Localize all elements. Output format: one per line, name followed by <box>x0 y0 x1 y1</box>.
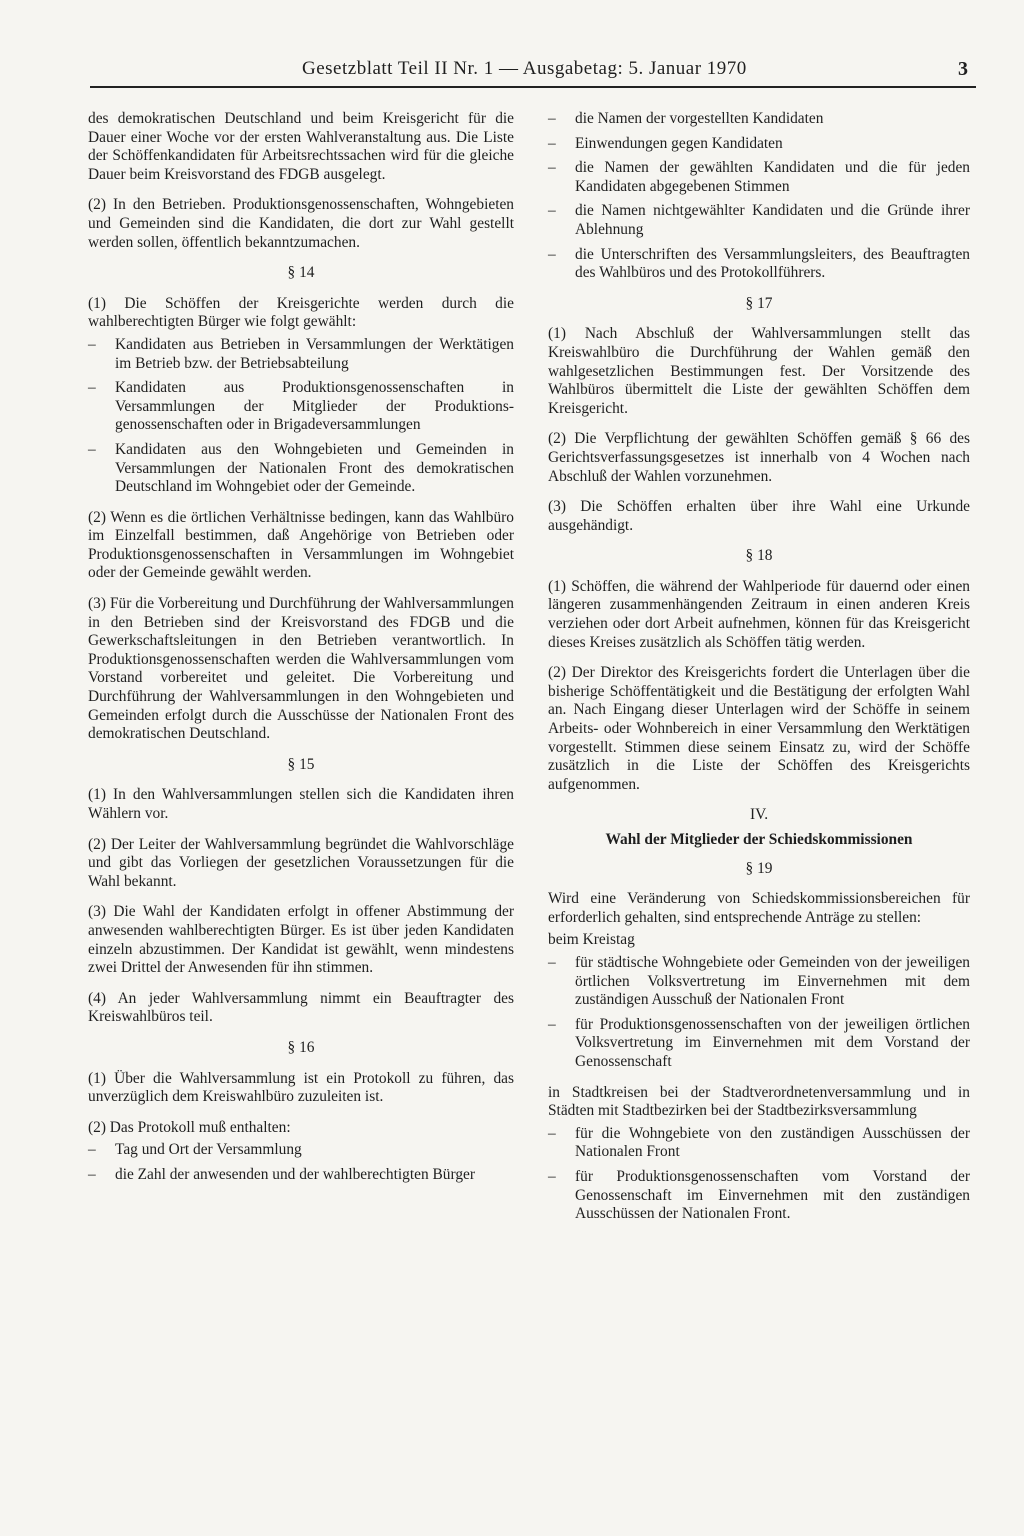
gazette-title: Gesetzblatt Teil II Nr. 1 — Ausgabetag: 5. Januar 1970 <box>302 58 747 79</box>
page-header <box>90 54 976 88</box>
section-heading-16: § 16 <box>287 1038 315 1056</box>
paragraph: in Stadtkreisen bei der Stadtverordnetenversammlung und in Städten mit Stadtbezirken bei der Stadtbezirksversammlung <box>548 1083 970 1120</box>
paragraph: (2) In den Betrieben. Produktionsgenossenschaften, Wohngebieten und Gemeinden sind die Kandidaten, die dort zur Wahl gestellt werden sollen, öffentlich bekanntzumachen. <box>88 196 514 251</box>
list-item: – die Zahl der anwesenden und der wahlberechtigten Bürger <box>88 1166 514 1185</box>
paragraph: des demokratischen Deutschland und beim Kreisgericht für die Dauer einer Woche vor der ersten Wahlveranstaltung aus. Die Liste der Schöffenkandidaten für Arbeitsrechtssachen wird für die gleiche Dauer beim Kreisvorstand des FDGB ausgelegt. <box>88 110 514 183</box>
dash-list <box>88 1141 514 1184</box>
list-item: – die Unterschriften des Versammlungsleiters, des Beauftragten des Wahlbüros und des Protokollführers. <box>548 246 970 283</box>
paragraph: (3) Die Wahl der Kandidaten erfolgt in offener Abstimmung der anwesenden wahlberechtigten Bürger. Es ist über jeden Kandidaten einzeln abzustimmen. Der Kandidat ist gewählt, wenn mindestens zwei Drittel der Anwesenden für ihn stimmen. <box>88 903 514 977</box>
paragraph: (2) Der Direktor des Kreisgerichts fordert die Unterlagen über die bisherige Schöffentätigkeit und die Bestätigung der erfolgten Wahl an. Nach Eingang dieser Unterlagen wird der Schöffe in seinem Arbeits- oder Wohnbereich in einer Versammlung den Werktätigen vorgestellt. Stimmen diese seinem Einsatz zu, wird der Schöffe zusätzlich in die Liste der Schöffen des Kreisgerichts aufgenommen. <box>548 664 970 793</box>
paragraph: (1) Über die Wahlversammlung ist ein Protokoll zu führen, das unverzüglich dem Kreiswahlbüro zuzuleiten ist. <box>88 1069 514 1106</box>
dash-list <box>548 1125 970 1224</box>
paragraph: (3) Für die Vorbereitung und Durchführung der Wahlversammlungen in den Betrieben sind der Kreisvorstand des FDGB und die Gewerkschaftsleitungen in den Betrieben verantwortlich. In Produktionsgenossenschaften werden die Wahlversammlungen vom Vorstand vorbereitet und geleitet. Die Vorbereitung und Durchführung der Wahlversammlungen in den Wohngebieten und Gemeinden erfolgt durch die Ausschüsse der Nationalen Front des demokratischen Deutschland. <box>88 595 514 743</box>
list-item: – die Namen der gewählten Kandidaten und die für jeden Kandidaten abgegebenen Stimmen <box>548 159 970 196</box>
list-item: – Kandidaten aus den Wohngebieten und Gemeinden in Versammlungen der Nationalen Front des demokratischen Deutschland im Wohngebiet oder der Gemeinde. <box>88 441 514 497</box>
paragraph: (2) Wenn es die örtlichen Verhältnisse bedingen, kann das Wahlbüro im Einzelfall bestimmen, daß Angehörige von Betrieben oder Produktionsgenossenschaften in Versammlungen im Wohngebiet oder der Gemeinde gewählt werden. <box>88 508 514 582</box>
paragraph: (4) An jeder Wahlversammlung nimmt ein Beauftragter des Kreiswahlbüros teil. <box>88 989 514 1026</box>
list-item: – Einwendungen gegen Kandidaten <box>548 135 970 154</box>
paragraph: (3) Die Schöffen erhalten über ihre Wahl eine Urkunde ausgehändigt. <box>548 498 970 534</box>
dash-list <box>88 336 514 497</box>
paragraph: (1) In den Wahlversammlungen stellen sich die Kandidaten ihren Wählern vor. <box>88 786 514 822</box>
list-item: – die Namen nichtgewählter Kandidaten und die Gründe ihrer Ablehnung <box>548 202 970 239</box>
left-column <box>88 110 514 1197</box>
paragraph: (1) Die Schöffen der Kreisgerichte werden durch die wahlberechtigten Bürger wie folgt gewählt: <box>88 294 514 331</box>
section-heading-18: § 18 <box>745 547 773 565</box>
list-item: – für die Wohngebiete von den zuständigen Ausschüssen der Nationalen Front <box>548 1125 970 1162</box>
paragraph: beim Kreistag <box>548 931 635 949</box>
section-heading-17: § 17 <box>745 294 773 312</box>
paragraph: (1) Nach Abschluß der Wahlversammlungen stellt das Kreiswahlbüro die Durchführung der Wahlen gemäß den wahlgesetzlichen Bestimmungen fest. Der Vorsitzende des Wahlbüros übermittelt die Liste der gewählten Schöffen dem Kreisgericht. <box>548 325 970 417</box>
paragraph: (1) Schöffen, die während der Wahlperiode für dauernd oder einen längeren zusammenhängenden Zeitraum in einen anderen Kreis verziehen oder dort Arbeit aufnehmen, können für das Kreisgericht dieses Kreises zusätzlich als Schöffen tätig werden. <box>548 577 970 651</box>
section-heading-15: § 15 <box>287 755 315 773</box>
list-item: – Kandidaten aus Produktionsgenossenschaften in Versammlungen der Mitglieder der Produktionsgenossenschaften oder in Brigadeversammlungen <box>88 379 514 435</box>
dash-list <box>548 110 970 283</box>
section-heading-14: § 14 <box>287 264 315 282</box>
list-item: – die Namen der vorgestellten Kandidaten <box>548 110 970 129</box>
page-number: 3 <box>958 58 968 80</box>
paragraph: (2) Das Protokoll muß enthalten: <box>88 1118 291 1136</box>
paragraph: (2) Die Verpflichtung der gewählten Schöffen gemäß § 66 des Gerichtsverfassungsgesetzes ist innerhalb von 4 Wochen nach Abschluß der Wahlen vorzunehmen. <box>548 430 970 485</box>
part-title: Wahl der Mitglieder der Schiedskommissionen <box>605 831 913 848</box>
list-item: – Kandidaten aus Betrieben in Versammlungen der Werktätigen im Betrieb bzw. der Betriebsabteilung <box>88 336 514 373</box>
section-heading-19: § 19 <box>745 859 773 877</box>
dash-list <box>548 954 970 1072</box>
right-column <box>548 110 970 1236</box>
list-item: – Tag und Ort der Versammlung <box>88 1141 514 1160</box>
list-item: – für Produktionsgenossenschaften von der jeweiligen örtlichen Volksvertretung im Einvernehmen mit dem Vorstand der Genossenschaft <box>548 1016 970 1072</box>
list-item: – für städtische Wohngebiete oder Gemeinden von der jeweiligen örtlichen Volksvertretung im Einvernehmen mit dem zuständigen Ausschuß der Nationalen Front <box>548 954 970 1010</box>
paragraph: Wird eine Veränderung von Schiedskommissionsbereichen für erforderlich gehalten, sind entsprechende Anträge zu stellen: <box>548 890 970 926</box>
part-number: IV. <box>749 806 769 824</box>
list-item: – für Produktionsgenossenschaften vom Vorstand der Genossenschaft im Einvernehmen mit den zuständigen Ausschüssen der Nationalen Front. <box>548 1168 970 1224</box>
paragraph: (2) Der Leiter der Wahlversammlung begründet die Wahlvorschläge und gibt das Vorliegen der gesetzlichen Voraussetzungen für die Wahl bekannt. <box>88 835 514 890</box>
